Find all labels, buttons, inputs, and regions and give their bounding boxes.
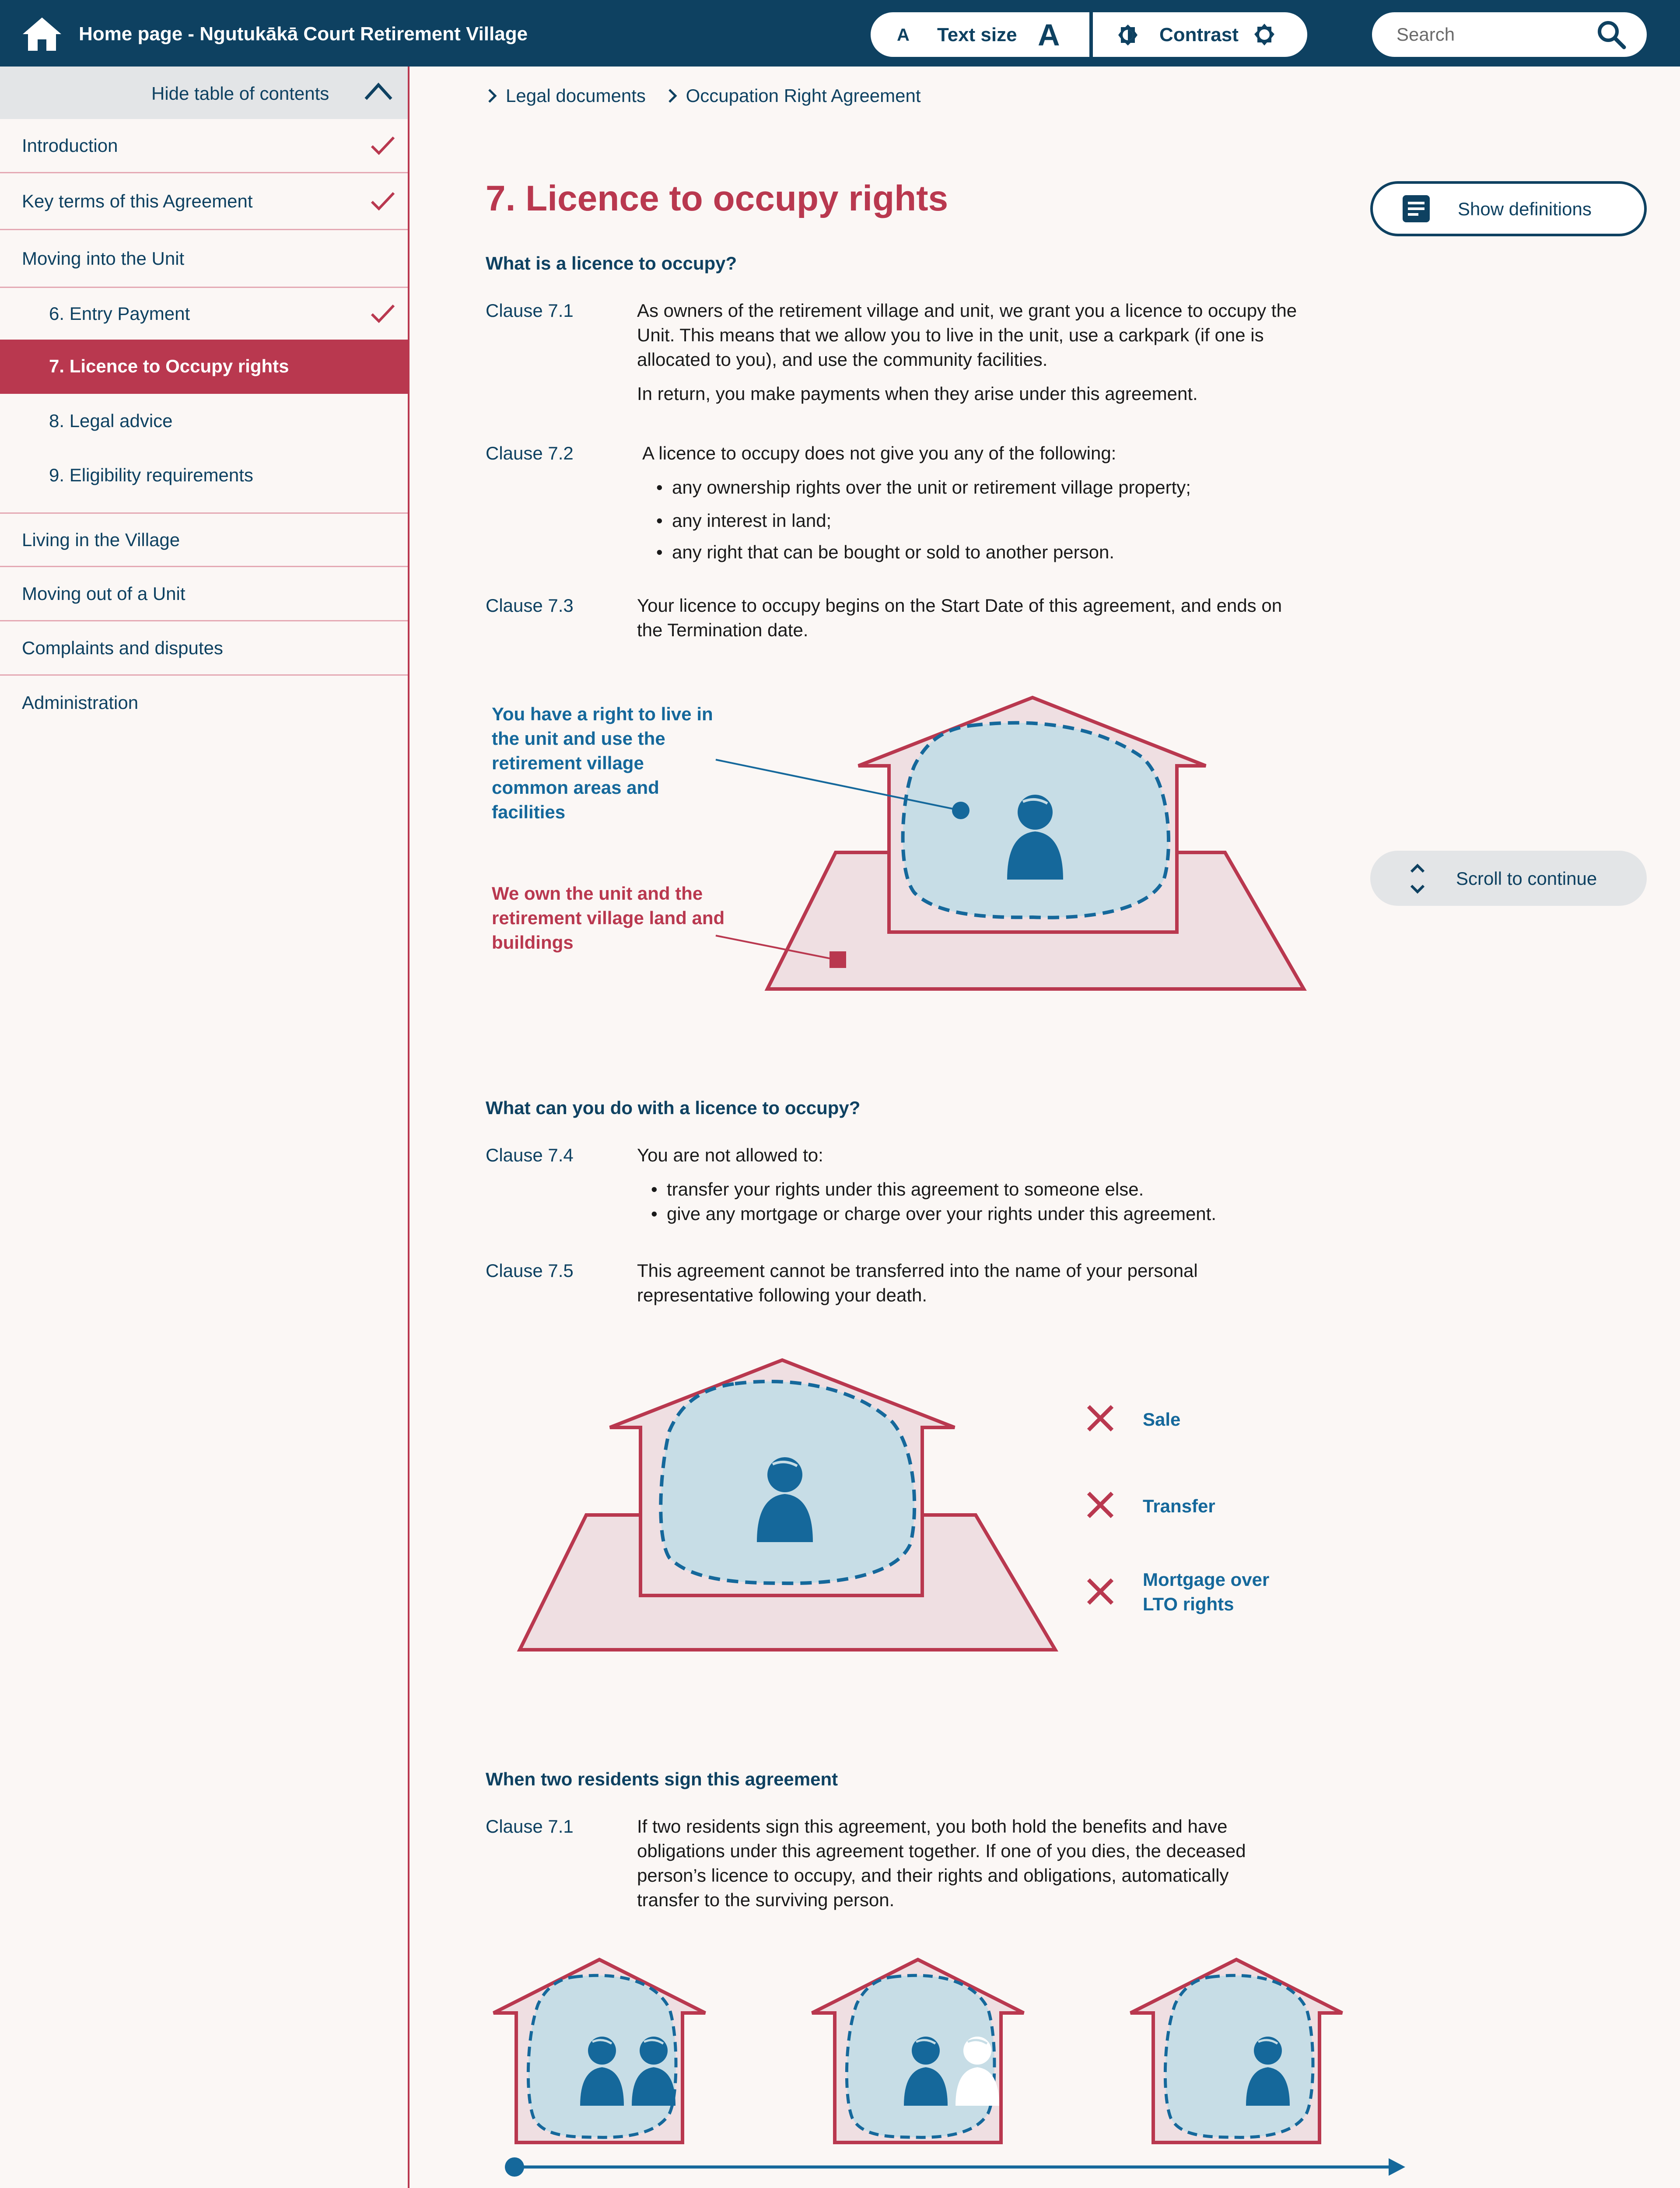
restriction-label: Transfer <box>1143 1496 1215 1516</box>
hide-toc-button[interactable] <box>0 67 408 119</box>
list-item: • transfer your rights under this agreement to someone else. <box>667 1179 1144 1200</box>
clause-text: If two residents sign this agreement, you both hold the benefits and have obligations under this agreement together. If one of you dies, the deceased person’s licence to occupy, and their rights and obligations, automatically transfer to the surviving person. <box>637 1816 1246 1910</box>
house-restrictions-illustration <box>516 1357 1063 1659</box>
hide-toc-label: Hide table of contents <box>151 83 329 104</box>
contrast-icon <box>1116 23 1140 47</box>
cross-icon <box>1085 1403 1116 1434</box>
clause-text: As owners of the retirement village and unit, we grant you a licence to occupy the Unit. This means that we allow you to live in the unit, use a carkpark (if one is allocated to you), and use the community facilities. <box>637 300 1297 370</box>
toc-item-label: 9. Eligibility requirements <box>49 464 253 485</box>
list-item: • any interest in land; <box>672 510 831 531</box>
illustration-caption-own: We own the unit and the retirement village land and buildings <box>492 883 725 953</box>
check-icon <box>370 135 396 157</box>
toc-item-moving-out[interactable] <box>0 567 408 621</box>
home-page-link[interactable]: Home page - Ngutukākā Court Retirement Village <box>79 23 528 45</box>
home-icon[interactable] <box>22 17 62 52</box>
text-size-label: Text size <box>937 24 1017 46</box>
list-item: • any ownership rights over the unit or retirement village property; <box>672 477 1191 498</box>
toc-item-label: Moving into the Unit <box>22 248 185 269</box>
accessibility-tools <box>871 12 1307 57</box>
tools-divider <box>1089 12 1093 57</box>
breadcrumb-occupation-right-agreement[interactable]: Occupation Right Agreement <box>686 85 921 106</box>
clause-label: Clause 7.4 <box>486 1145 574 1165</box>
clause-text: A licence to occupy does not give you any of the following: <box>642 443 1116 463</box>
toc-item-label: 6. Entry Payment <box>49 303 190 324</box>
toc-item-licence-to-occupy[interactable] <box>0 340 408 394</box>
breadcrumb <box>486 84 937 106</box>
two-residents-timeline-illustration <box>490 1952 1409 2188</box>
table-of-contents <box>0 67 410 2188</box>
clause-text: You are not allowed to: <box>637 1145 823 1165</box>
contrast-control[interactable] <box>1093 12 1307 57</box>
search-icon[interactable] <box>1596 19 1627 50</box>
toc-item-key-terms[interactable] <box>0 173 408 230</box>
toc-item-entry-payment[interactable] <box>0 288 408 340</box>
chevron-right-icon <box>486 88 498 104</box>
contrast-label: Contrast <box>1159 24 1239 46</box>
text-size-control[interactable] <box>871 12 1089 57</box>
toc-item-label: Key terms of this Agreement <box>22 190 253 211</box>
illustration-caption-right: You have a right to live in the unit and use the retirement village common areas and facilities <box>492 704 713 822</box>
toc-item-administration[interactable] <box>0 676 408 730</box>
toc-item-eligibility[interactable] <box>0 448 408 514</box>
toc-item-label: Moving out of a Unit <box>22 583 186 604</box>
chevron-up-icon <box>363 81 394 102</box>
breadcrumb-legal-documents[interactable]: Legal documents <box>506 85 646 106</box>
toc-item-label: Living in the Village <box>22 529 180 550</box>
section-heading-what-can-you-do: What can you do with a licence to occupy? <box>486 1098 861 1118</box>
list-item: • give any mortgage or charge over your rights under this agreement. <box>667 1203 1216 1224</box>
toc-item-label: Administration <box>22 692 139 713</box>
document-icon <box>1402 194 1431 223</box>
brightness-icon <box>1251 22 1278 48</box>
restriction-label: Sale <box>1143 1409 1181 1430</box>
toc-item-moving-into-unit[interactable] <box>0 230 408 288</box>
text-size-decrease-icon[interactable]: A <box>897 25 910 45</box>
top-bar <box>0 0 1680 67</box>
show-definitions-button[interactable] <box>1370 181 1647 236</box>
toc-item-label: 7. Licence to Occupy rights <box>49 355 289 376</box>
toc-item-legal-advice[interactable] <box>0 394 408 448</box>
show-definitions-label: Show definitions <box>1458 199 1592 219</box>
scroll-to-continue-button[interactable] <box>1370 851 1647 906</box>
text-size-increase-icon[interactable]: A <box>1038 18 1060 52</box>
page-title: 7. Licence to occupy rights <box>486 179 948 218</box>
check-icon <box>370 303 396 325</box>
restriction-label: Mortgage over LTO rights <box>1143 1569 1270 1614</box>
toc-item-introduction[interactable] <box>0 119 408 173</box>
cross-icon <box>1085 1490 1116 1520</box>
clause-label: Clause 7.2 <box>486 443 574 463</box>
toc-item-label: Complaints and disputes <box>22 637 223 658</box>
toc-item-label: 8. Legal advice <box>49 410 173 431</box>
check-icon <box>370 190 396 212</box>
section-heading-what-is-licence: What is a licence to occupy? <box>486 253 737 274</box>
clause-label: Clause 7.3 <box>486 595 574 616</box>
clause-text: In return, you make payments when they arise under this agreement. <box>637 383 1198 404</box>
section-heading-two-residents: When two residents sign this agreement <box>486 1769 838 1789</box>
scroll-label: Scroll to continue <box>1456 868 1597 889</box>
clause-label: Clause 7.5 <box>486 1260 574 1281</box>
clause-text: This agreement cannot be transferred into the name of your personal representative following your death. <box>637 1260 1198 1305</box>
clause-label: Clause 7.1 <box>486 1816 574 1837</box>
scroll-icon <box>1408 861 1427 896</box>
toc-item-living-in-village[interactable] <box>0 514 408 567</box>
chevron-right-icon <box>667 88 678 104</box>
toc-item-complaints[interactable] <box>0 621 408 676</box>
house-ownership-illustration <box>709 687 1308 993</box>
clause-text: Your licence to occupy begins on the Start Date of this agreement, and ends on the Termination date. <box>637 595 1282 640</box>
cross-icon <box>1085 1576 1116 1607</box>
clause-label: Clause 7.1 <box>486 300 574 321</box>
list-item: • any right that can be bought or sold to another person. <box>672 542 1114 563</box>
toc-item-label: Introduction <box>22 135 118 156</box>
